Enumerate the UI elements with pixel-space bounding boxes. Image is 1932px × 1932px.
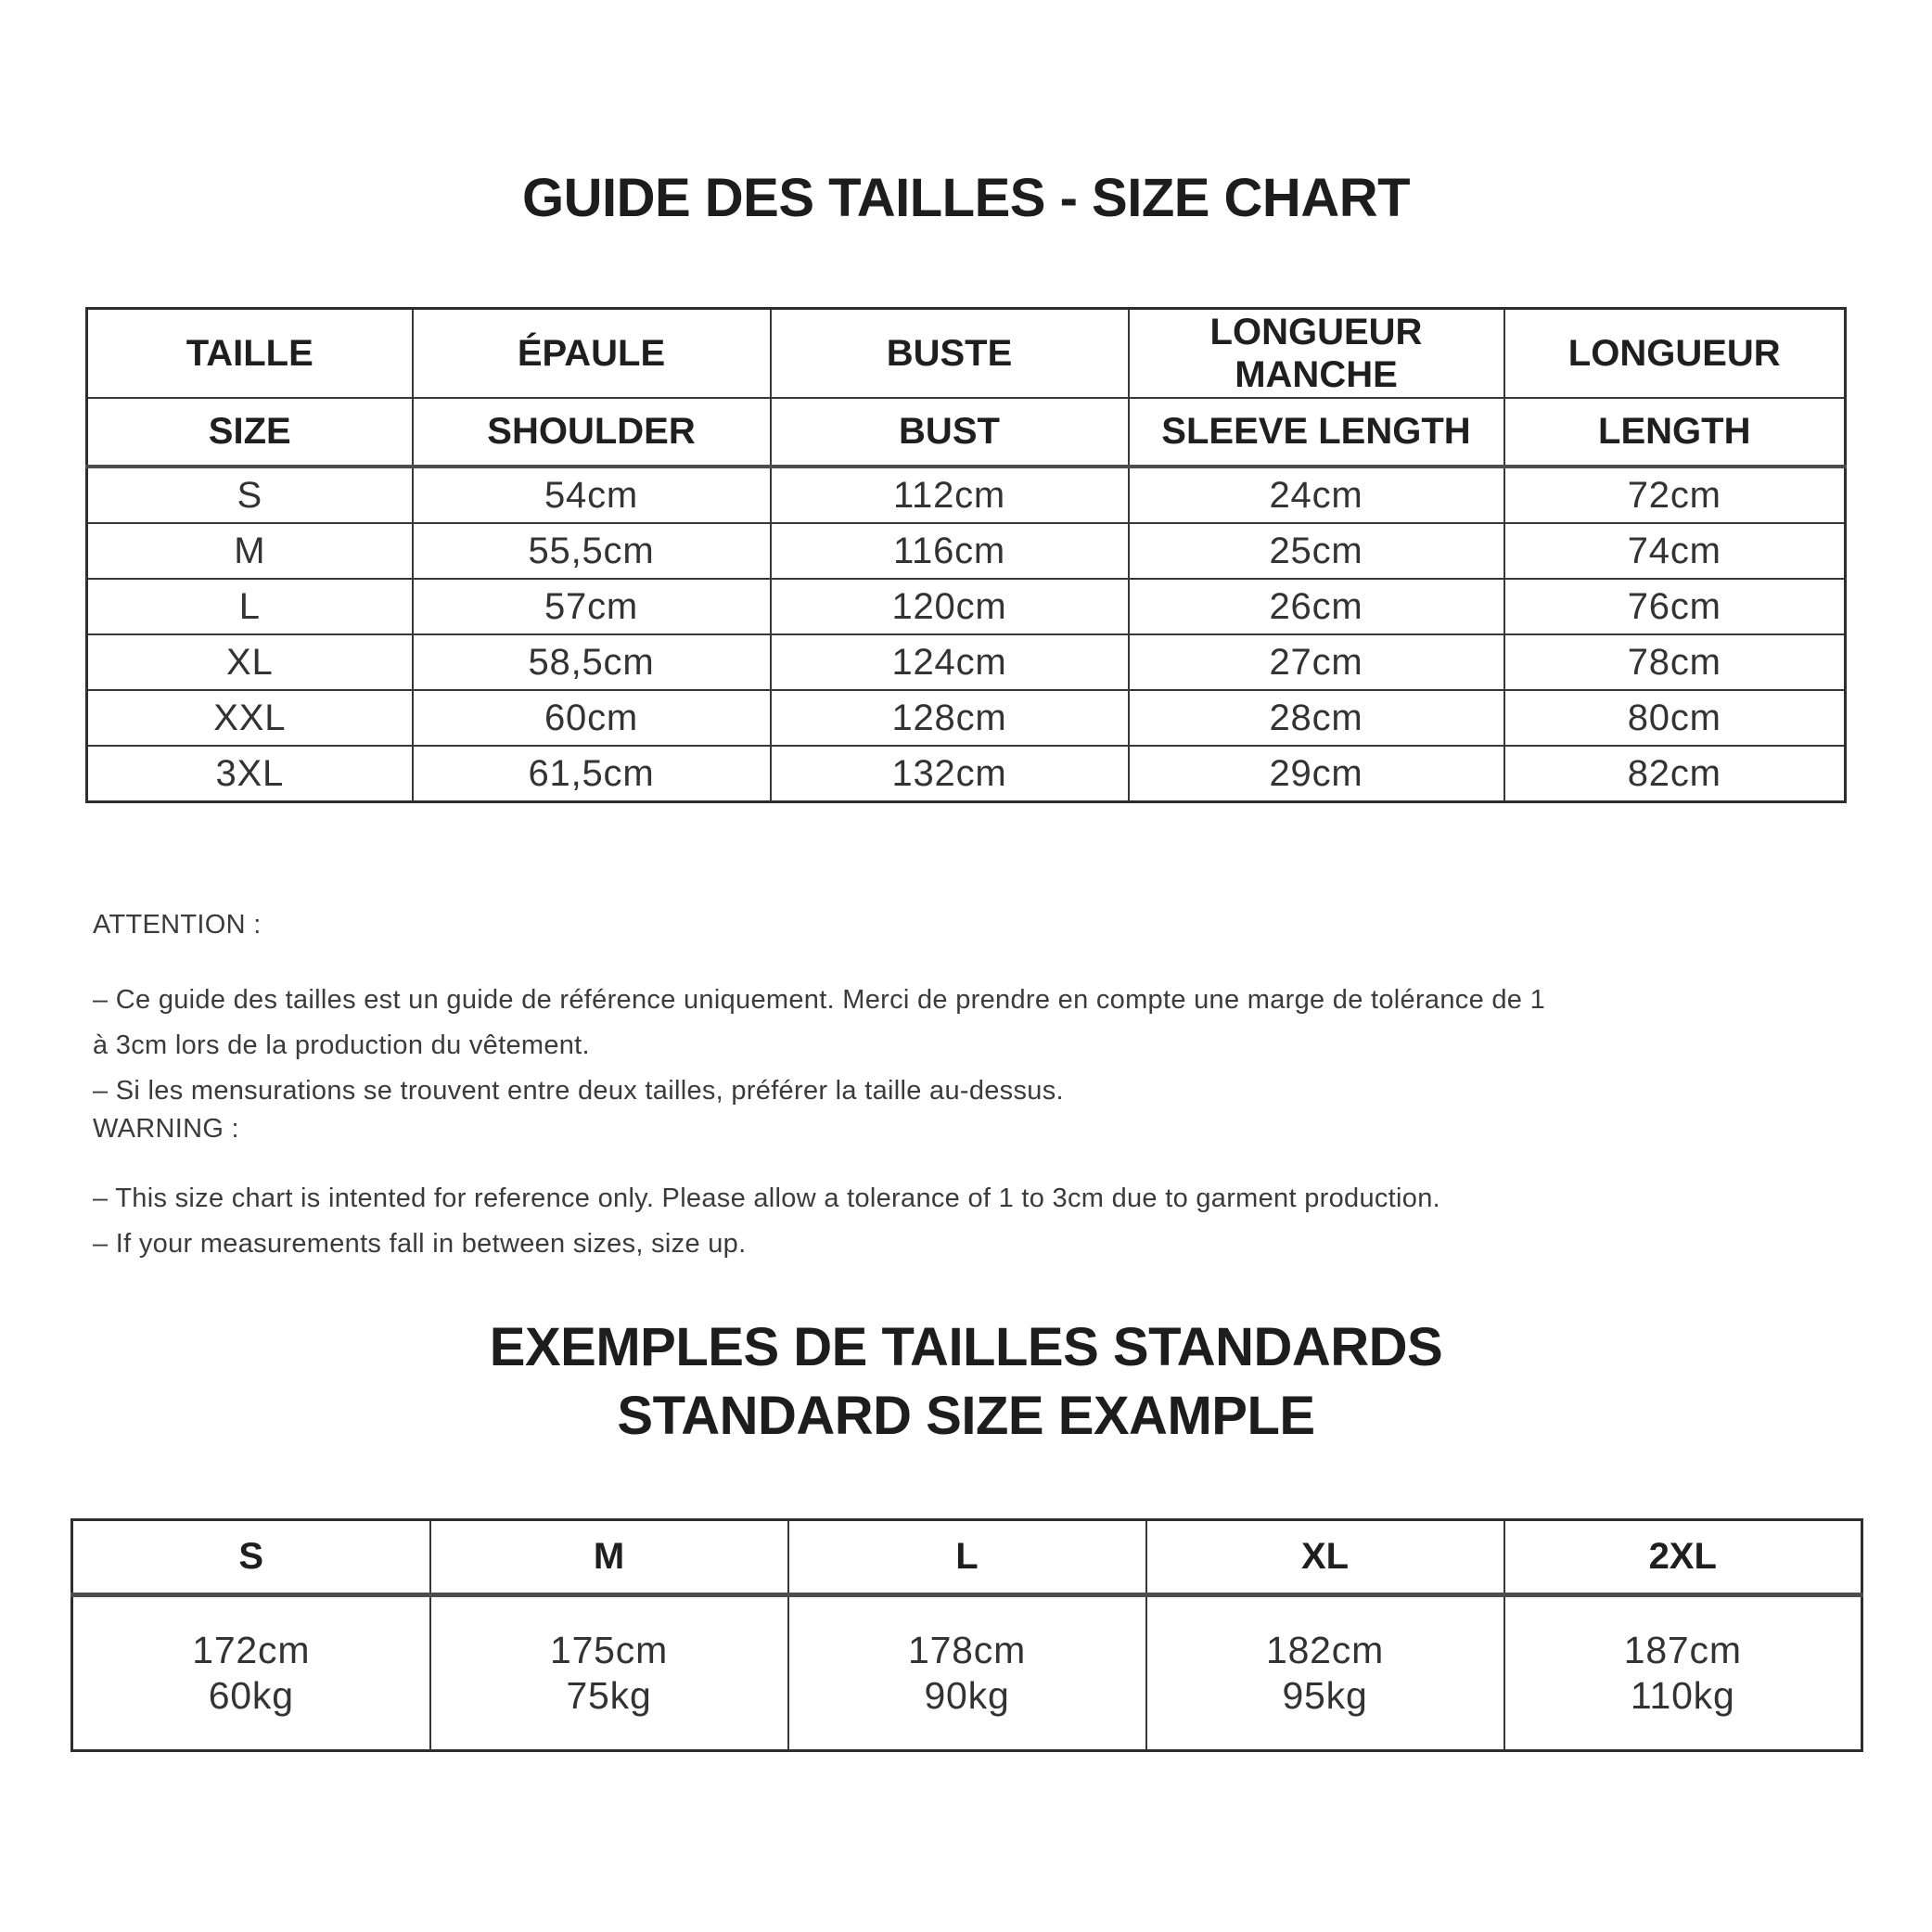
example-header-cell: M — [430, 1520, 788, 1595]
size-cell: XL — [87, 634, 413, 690]
measurement-cell: 27cm — [1129, 634, 1504, 690]
example-height: 178cm — [907, 1629, 1027, 1671]
example-height: 182cm — [1265, 1629, 1385, 1671]
size-cell: S — [87, 467, 413, 523]
attention-text-line: – Si les mensurations se trouvent entre deux tailles, préférer la taille au-dessus. — [93, 1076, 1064, 1106]
examples-table — [70, 1518, 1863, 1752]
warning-heading: WARNING : — [93, 1114, 239, 1144]
measurement-cell: 72cm — [1504, 467, 1846, 523]
measurement-cell: 132cm — [771, 746, 1129, 802]
header-cell-fr: ÉPAULE — [413, 309, 771, 399]
measurement-cell: 112cm — [771, 467, 1129, 523]
size-chart-row — [87, 746, 1846, 802]
example-header-cell: S — [72, 1520, 430, 1595]
example-height: 172cm — [192, 1629, 311, 1671]
measurement-cell: 26cm — [1129, 579, 1504, 634]
examples-title — [0, 1313, 1932, 1451]
measurement-cell: 54cm — [413, 467, 771, 523]
measurement-cell: 128cm — [771, 690, 1129, 746]
measurement-cell: 29cm — [1129, 746, 1504, 802]
example-cell — [430, 1595, 788, 1751]
measurement-cell: 116cm — [771, 523, 1129, 579]
measurement-cell: 124cm — [771, 634, 1129, 690]
attention-text-line: – Ce guide des tailles est un guide de référence uniquement. Merci de prendre en compte une marge de tolérance de 1 — [93, 985, 1546, 1015]
example-header-cell: XL — [1146, 1520, 1504, 1595]
measurement-cell: 78cm — [1504, 634, 1846, 690]
header-cell-fr: TAILLE — [87, 309, 413, 399]
measurement-cell: 28cm — [1129, 690, 1504, 746]
header-cell-en: SIZE — [87, 398, 413, 467]
measurement-cell: 120cm — [771, 579, 1129, 634]
examples-body-row — [72, 1595, 1862, 1751]
header-cell-en: SHOULDER — [413, 398, 771, 467]
size-chart-row — [87, 579, 1846, 634]
measurement-cell: 57cm — [413, 579, 771, 634]
size-cell: XXL — [87, 690, 413, 746]
measurement-cell: 25cm — [1129, 523, 1504, 579]
example-weight: 95kg — [1282, 1674, 1368, 1717]
warning-text-line: – If your measurements fall in between sizes, size up. — [93, 1229, 747, 1259]
attention-text-line: à 3cm lors de la production du vêtement. — [93, 1030, 590, 1060]
measurement-cell: 80cm — [1504, 690, 1846, 746]
header-cell-en: SLEEVE LENGTH — [1129, 398, 1504, 467]
attention-heading: ATTENTION : — [93, 910, 262, 940]
measurement-cell: 82cm — [1504, 746, 1846, 802]
measurement-cell: 60cm — [413, 690, 771, 746]
size-cell: 3XL — [87, 746, 413, 802]
measurement-cell: 76cm — [1504, 579, 1846, 634]
example-cell — [72, 1595, 430, 1751]
example-weight: 60kg — [208, 1674, 294, 1717]
header-cell-en: BUST — [771, 398, 1129, 467]
example-header-cell: 2XL — [1504, 1520, 1862, 1595]
example-weight: 90kg — [924, 1674, 1010, 1717]
size-chart-row — [87, 690, 1846, 746]
example-cell — [1146, 1595, 1504, 1751]
header-cell-fr: LONGUEUR MANCHE — [1129, 309, 1504, 399]
size-chart-row — [87, 634, 1846, 690]
example-weight: 110kg — [1630, 1674, 1735, 1717]
measurement-cell: 55,5cm — [413, 523, 771, 579]
size-chart-header-fr — [87, 309, 1846, 399]
header-cell-en: LENGTH — [1504, 398, 1846, 467]
warning-text — [93, 1176, 1864, 1267]
size-chart-header-en — [87, 398, 1846, 467]
measurement-cell: 74cm — [1504, 523, 1846, 579]
measurement-cell: 58,5cm — [413, 634, 771, 690]
page-title: GUIDE DES TAILLES - SIZE CHART — [521, 168, 1411, 228]
example-cell — [788, 1595, 1146, 1751]
size-chart-row — [87, 467, 1846, 523]
size-chart-table — [85, 307, 1847, 803]
examples-title-line-fr: EXEMPLES DE TAILLES STANDARDS — [489, 1317, 1443, 1377]
measurement-cell: 61,5cm — [413, 746, 771, 802]
attention-text — [93, 978, 1864, 1114]
example-weight: 75kg — [566, 1674, 652, 1717]
size-chart-row — [87, 523, 1846, 579]
size-cell: L — [87, 579, 413, 634]
size-cell: M — [87, 523, 413, 579]
example-height: 175cm — [549, 1629, 669, 1671]
header-cell-fr: LONGUEUR — [1504, 309, 1846, 399]
example-header-cell: L — [788, 1520, 1146, 1595]
measurement-cell: 24cm — [1129, 467, 1504, 523]
example-height: 187cm — [1623, 1629, 1742, 1671]
examples-header-row — [72, 1520, 1862, 1595]
examples-title-line-en: STANDARD SIZE EXAMPLE — [617, 1386, 1315, 1446]
warning-text-line: – This size chart is intented for reference only. Please allow a tolerance of 1 to 3cm due to garment production. — [93, 1184, 1440, 1213]
header-cell-fr: BUSTE — [771, 309, 1129, 399]
example-cell — [1504, 1595, 1862, 1751]
